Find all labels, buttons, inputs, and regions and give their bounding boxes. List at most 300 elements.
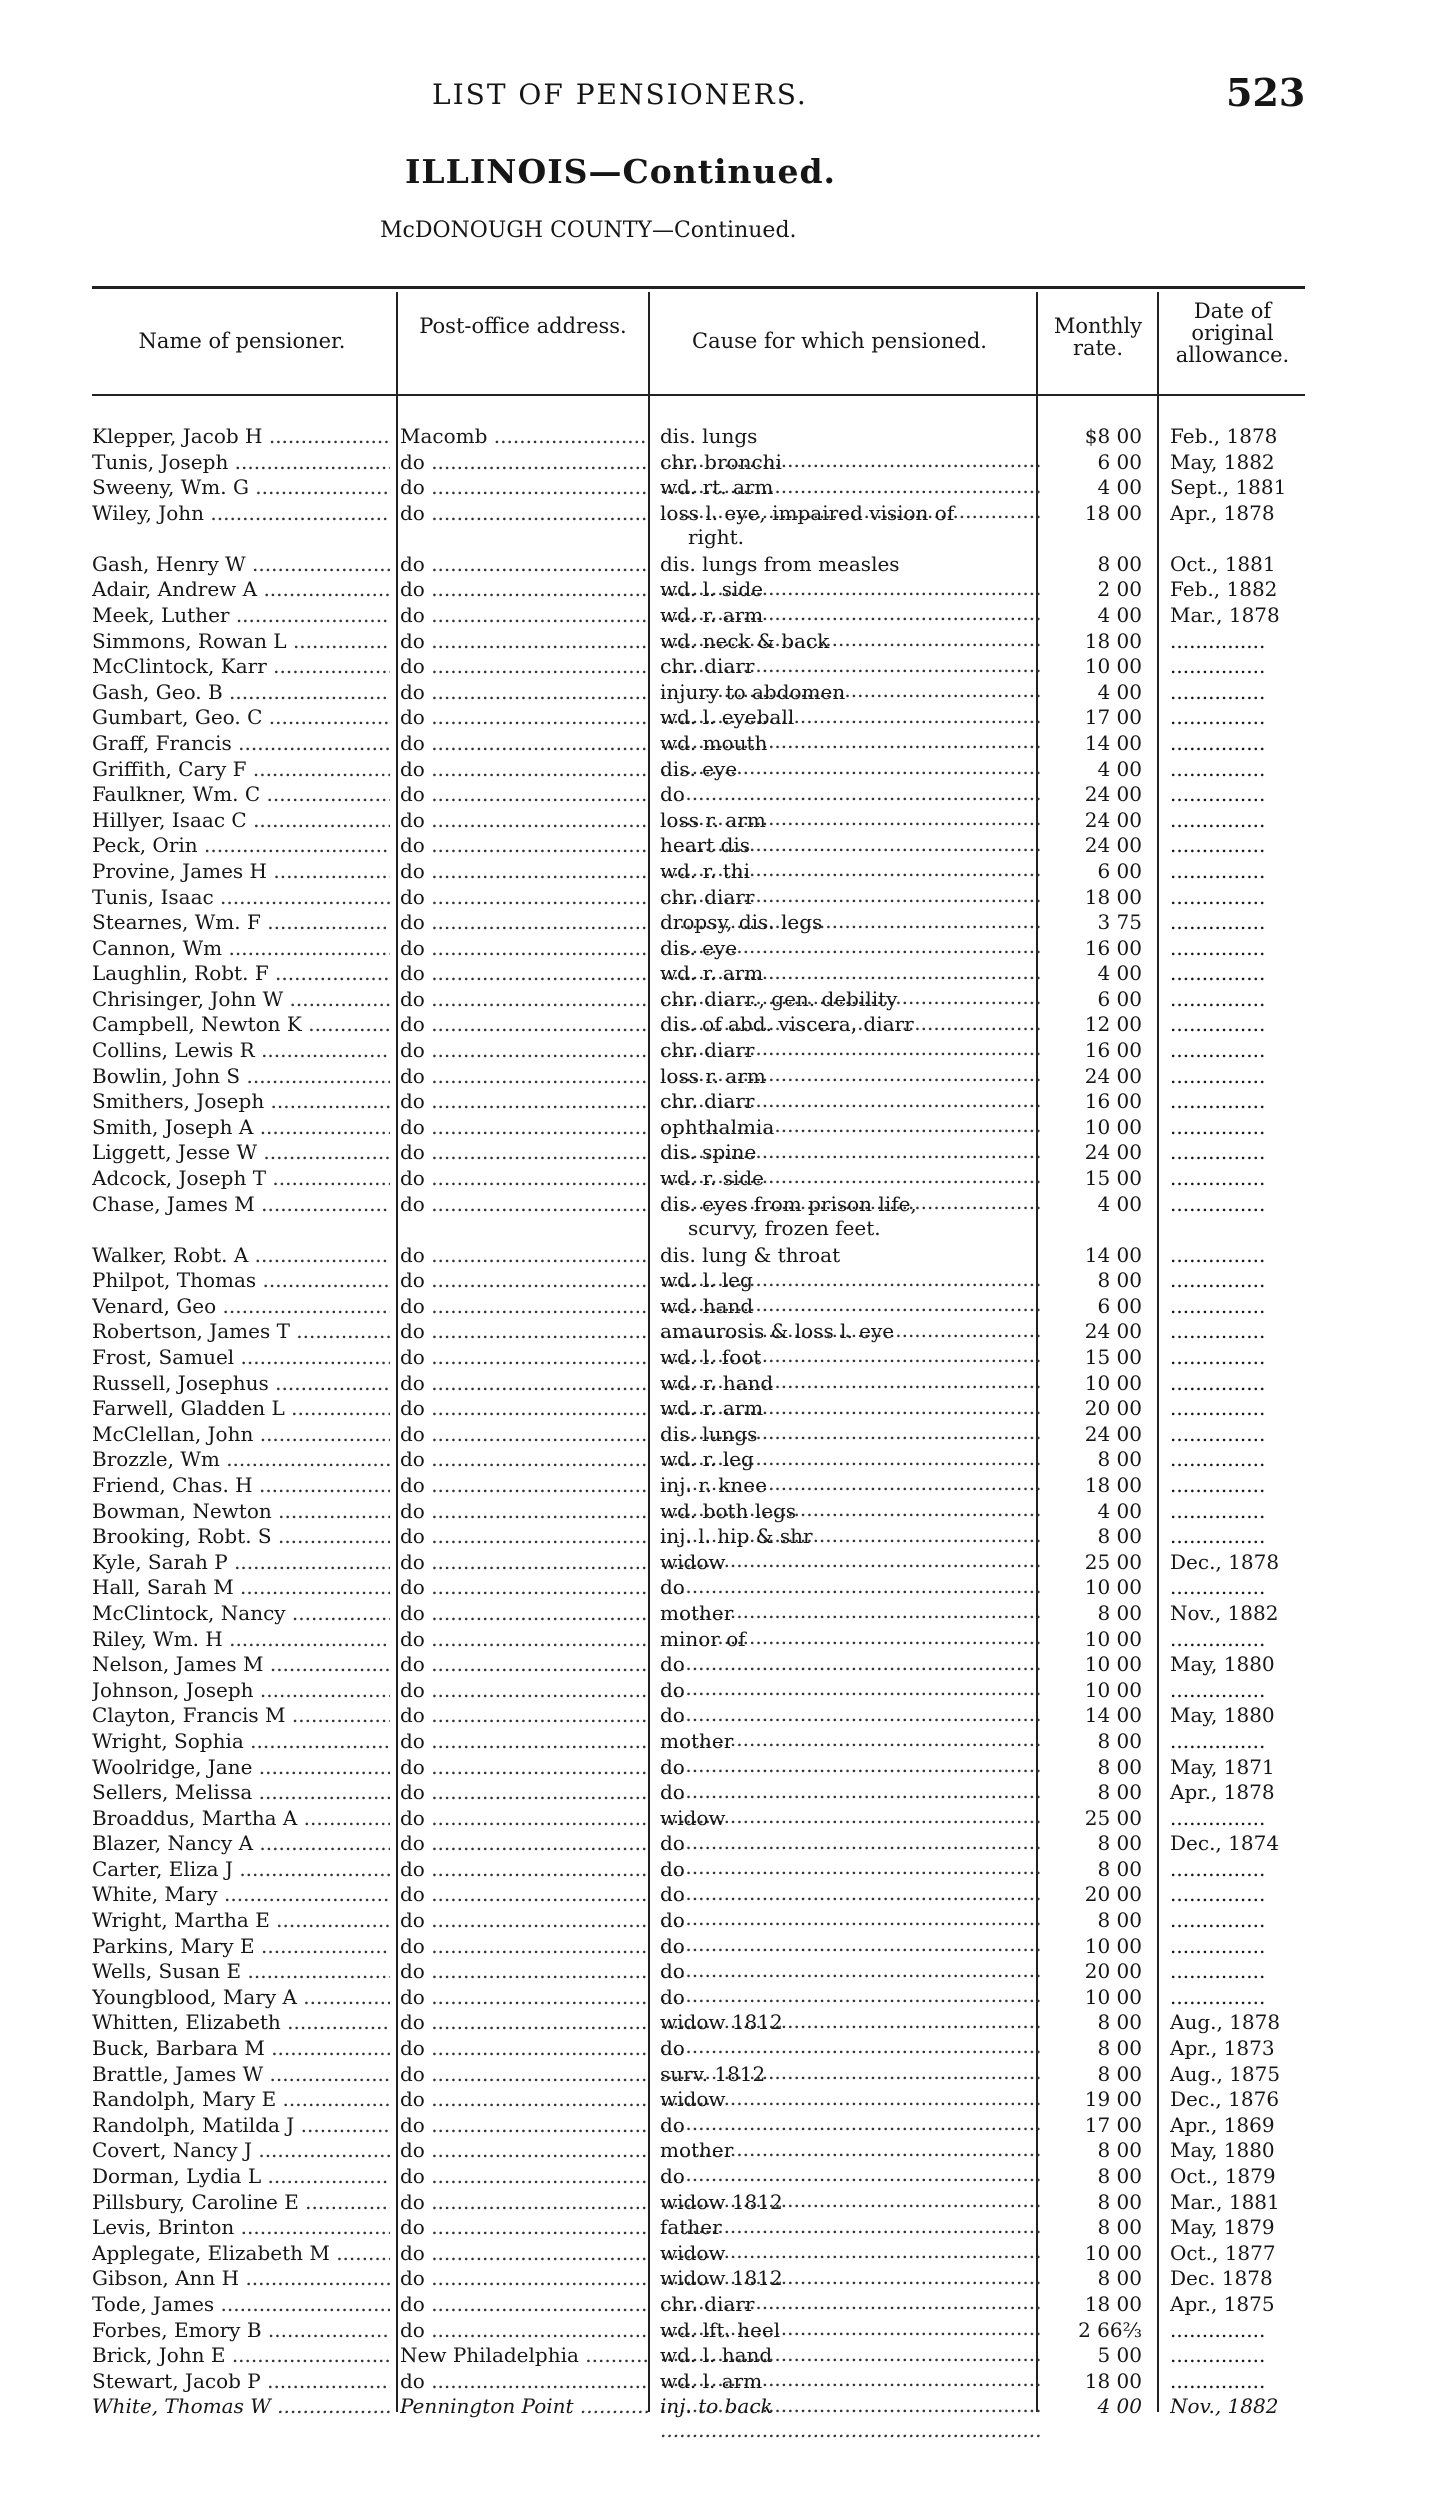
monthly-rate (1052, 2394, 1142, 2418)
monthly-rate-text: 8 00 (1097, 2061, 1142, 2086)
post-office-text: do ..... (400, 782, 648, 806)
monthly-rate (1052, 1294, 1142, 1318)
allowance-date (1170, 2241, 1302, 2265)
allowance-date-text: Apr., 1869 (1170, 2112, 1275, 2137)
table-row (0, 2318, 1455, 2344)
monthly-rate-text: 4 00 (1097, 756, 1142, 781)
pension-cause-text: dis. eyes from prison life, (660, 1191, 917, 1216)
table-row (0, 1064, 1455, 1090)
allowance-date (1170, 936, 1302, 960)
allowance-date-text: ............... (1170, 1856, 1266, 1881)
allowance-date-text: Sept., 1881 (1170, 475, 1287, 500)
post-office (400, 2190, 648, 2214)
allowance-date-text: Apr., 1878 (1170, 1780, 1275, 1805)
table-row (0, 2036, 1455, 2062)
post-office (400, 450, 648, 474)
monthly-rate (1052, 2369, 1142, 2393)
post-office-text: do ..... (400, 2087, 648, 2111)
post-office-text: do ..... (400, 654, 648, 678)
allowance-date (1170, 2062, 1302, 2086)
monthly-rate (1052, 1447, 1142, 1471)
allowance-date-text: ............... (1170, 1626, 1266, 1651)
table-row (0, 2292, 1455, 2318)
table-row (0, 2266, 1455, 2292)
allowance-date (1170, 1473, 1302, 1497)
post-office (400, 859, 648, 883)
monthly-rate-text: 8 00 (1097, 1831, 1142, 1856)
monthly-rate-text: 4 00 (1097, 1498, 1142, 1523)
pension-cause-text: do ..... (660, 1959, 1040, 2007)
pension-cause-text: dis. spine ..... (660, 1140, 1040, 1188)
post-office (400, 552, 648, 576)
pension-cause-text: dis. lungs from measles ..... (660, 552, 1040, 600)
post-office (400, 1806, 648, 1830)
pension-cause-text: inj. to back ..... (660, 2394, 1040, 2442)
pensioner-name (92, 1882, 390, 1906)
monthly-rate-text: 8 00 (1097, 1754, 1142, 1779)
pensioner-name (92, 450, 390, 474)
allowance-date-text: Apr., 1875 (1170, 2291, 1275, 2316)
post-office-text: do ..... (400, 2190, 648, 2214)
post-office-text: do ..... (400, 1012, 648, 1036)
post-office-text: do ..... (400, 1371, 648, 1395)
table-row (0, 961, 1455, 987)
allowance-date (1170, 885, 1302, 909)
allowance-date-text: ............... (1170, 2343, 1266, 2368)
post-office-text: do ..... (400, 1550, 648, 1574)
pension-cause-text: chr. diarr ..... (660, 2292, 1040, 2340)
pension-cause-text: wd. l. eyeball ..... (660, 705, 1040, 753)
monthly-rate (1052, 629, 1142, 653)
pension-cause-text: dis. eye ..... (660, 757, 1040, 805)
allowance-date (1170, 2369, 1302, 2393)
monthly-rate (1052, 1319, 1142, 1343)
pension-cause-text: father ..... (660, 2215, 1040, 2263)
table-row (0, 1499, 1455, 1525)
pension-cause-text: wd. l. leg ..... (660, 1268, 1040, 1316)
pensioner-name (92, 2164, 390, 2188)
pension-cause-text: do ..... (660, 782, 1040, 830)
pensioner-name-text: Forbes, Emory B ..... (92, 2318, 390, 2342)
post-office-text: do ..... (400, 2138, 648, 2162)
allowance-date (1170, 1012, 1302, 1036)
pensioner-name-text: Whitten, Elizabeth ..... (92, 2010, 390, 2034)
pensioner-name (92, 1780, 390, 1804)
monthly-rate (1052, 1064, 1142, 1088)
pension-cause-text: do ..... (660, 1882, 1040, 1930)
pensioner-name (92, 654, 390, 678)
monthly-rate (1052, 1806, 1142, 1830)
allowance-date (1170, 475, 1302, 499)
monthly-rate-text: 14 00 (1084, 730, 1142, 755)
allowance-date (1170, 1857, 1302, 1881)
post-office (400, 475, 648, 499)
allowance-date-text: ............... (1170, 1114, 1266, 1139)
allowance-date (1170, 2343, 1302, 2367)
allowance-date (1170, 2036, 1302, 2060)
post-office-text: do ..... (400, 1396, 648, 1420)
pensioner-name (92, 1243, 390, 1267)
post-office (400, 501, 648, 525)
allowance-date-text: Apr., 1873 (1170, 2036, 1275, 2061)
pension-cause-text: do ..... (660, 1985, 1040, 2033)
pension-cause-text: wd. l. side ..... (660, 577, 1040, 625)
table-row (0, 1601, 1455, 1627)
pensioner-name (92, 475, 390, 499)
allowance-date-text: ............... (1170, 858, 1266, 883)
pensioner-name-text: Youngblood, Mary A ..... (92, 1985, 390, 2009)
post-office-text: do ..... (400, 910, 648, 934)
pensioner-name-text: Laughlin, Robt. F ..... (92, 961, 390, 985)
allowance-date-text: Oct., 1879 (1170, 2164, 1276, 2188)
pension-cause-text: wd. l. foot ..... (660, 1345, 1040, 1393)
allowance-date-text: Dec. 1878 (1170, 2266, 1273, 2291)
post-office-text: do ..... (400, 1934, 648, 1958)
table-row (0, 936, 1455, 962)
pensioner-name (92, 1550, 390, 1574)
pensioner-name-text: Griffith, Cary F ..... (92, 757, 390, 781)
table-row (0, 731, 1455, 757)
post-office (400, 1857, 648, 1881)
allowance-date (1170, 2164, 1302, 2188)
allowance-date-text: ............... (1170, 705, 1266, 730)
table-row (0, 1243, 1455, 1269)
post-office (400, 2062, 648, 2086)
table-row (0, 2113, 1455, 2139)
monthly-rate (1052, 1755, 1142, 1779)
pensioner-name-text: Applegate, Elizabeth M ..... (92, 2241, 390, 2265)
allowance-date (1170, 2113, 1302, 2137)
monthly-rate-text: 10 00 (1084, 1933, 1142, 1958)
pensioner-name-text: Randolph, Matilda J ..... (92, 2113, 390, 2137)
monthly-rate (1052, 2343, 1142, 2367)
monthly-rate-text: $8 00 (1084, 424, 1142, 448)
post-office (400, 2241, 648, 2265)
post-office-text: Pennington Point ..... (400, 2394, 648, 2418)
pensioner-name-text: McClellan, John ..... (92, 1422, 390, 1446)
pension-cause-text: chr. diarr ..... (660, 885, 1040, 933)
allowance-date (1170, 552, 1302, 576)
pensioner-name (92, 2087, 390, 2111)
post-office (400, 1703, 648, 1727)
pensioner-name-text: Randolph, Mary E ..... (92, 2087, 390, 2111)
monthly-rate-text: 16 00 (1084, 1089, 1142, 1114)
pensioner-name (92, 1345, 390, 1369)
allowance-date-text: ............... (1170, 1933, 1266, 1958)
table-row (0, 1422, 1455, 1448)
monthly-rate (1052, 1166, 1142, 1190)
post-office-text: do ..... (400, 1755, 648, 1779)
pensioner-name (92, 2036, 390, 2060)
post-office-text: do ..... (400, 1882, 648, 1906)
post-office-text: do ..... (400, 1831, 648, 1855)
allowance-date-text: Aug., 1875 (1170, 2061, 1281, 2086)
allowance-date-text: ............... (1170, 807, 1266, 832)
allowance-date (1170, 731, 1302, 755)
post-office (400, 654, 648, 678)
monthly-rate (1052, 757, 1142, 781)
monthly-rate-text: 8 00 (1097, 1856, 1142, 1881)
monthly-rate (1052, 961, 1142, 985)
pension-cause-text: wd. r. hand ..... (660, 1371, 1040, 1419)
monthly-rate-text: 8 00 (1097, 2164, 1142, 2188)
post-office (400, 1012, 648, 1036)
allowance-date-text: Aug., 1878 (1170, 2010, 1281, 2035)
pensioner-name-text: Adair, Andrew A ..... (92, 577, 390, 601)
table-row (0, 1012, 1455, 1038)
table-row (0, 808, 1455, 834)
pensioner-name (92, 629, 390, 653)
post-office (400, 2394, 648, 2418)
post-office (400, 1192, 648, 1216)
monthly-rate-text: 8 00 (1097, 1780, 1142, 1805)
post-office (400, 936, 648, 960)
post-office (400, 910, 648, 934)
monthly-rate-text: 4 00 (1097, 2394, 1142, 2419)
post-office-text: do ..... (400, 2241, 648, 2265)
table-row (0, 1729, 1455, 1755)
post-office-text: do ..... (400, 1115, 648, 1139)
pension-cause-text: dis. lungs ..... (660, 1422, 1040, 1470)
allowance-date (1170, 2318, 1302, 2342)
allowance-date (1170, 1115, 1302, 1139)
monthly-rate (1052, 2318, 1142, 2342)
pension-cause-text: do ..... (660, 1857, 1040, 1905)
pensioner-name (92, 1064, 390, 1088)
monthly-rate-text: 8 00 (1097, 2010, 1142, 2035)
pension-cause-text: dis. lungs ..... (660, 424, 1040, 472)
monthly-rate (1052, 2138, 1142, 2162)
pension-cause-text: wd. r. thi ..... (660, 859, 1040, 907)
allowance-date-text: ............... (1170, 2368, 1266, 2393)
pensioner-name (92, 1166, 390, 1190)
pension-cause-text: wd. r. leg ..... (660, 1447, 1040, 1495)
pension-cause-text: widow 1812 ..... (660, 2190, 1040, 2238)
monthly-rate (1052, 2113, 1142, 2137)
monthly-rate (1052, 2241, 1142, 2265)
table-row (0, 1857, 1455, 1883)
pension-cause-text: chr. diarr., gen. debility ..... (660, 987, 1040, 1035)
table-row (0, 1396, 1455, 1422)
allowance-date-text: ............... (1170, 654, 1266, 679)
table-row (0, 1908, 1455, 1934)
post-office-text: do ..... (400, 1447, 648, 1471)
pensioner-name (92, 757, 390, 781)
post-office-text: do ..... (400, 2113, 648, 2137)
post-office (400, 1499, 648, 1523)
pension-cause-text: ophthalmia ..... (660, 1115, 1040, 1163)
monthly-rate (1052, 1703, 1142, 1727)
allowance-date-text: ............... (1170, 679, 1266, 704)
table-row (0, 1678, 1455, 1704)
table-row (0, 450, 1455, 476)
pension-cause-text: loss r. arm ..... (660, 1064, 1040, 1112)
monthly-rate-text: 6 00 (1097, 449, 1142, 474)
table-row (0, 1166, 1455, 1192)
pensioner-name (92, 2190, 390, 2214)
pension-cause-text: chr. diarr ..... (660, 1038, 1040, 1086)
monthly-rate (1052, 1627, 1142, 1651)
pensioner-name (92, 1192, 390, 1216)
header-post-office: Post-office address. (419, 314, 627, 338)
allowance-date (1170, 987, 1302, 1011)
pensioner-name (92, 885, 390, 909)
pension-cause-text: inj. r. knee ..... (660, 1473, 1040, 1521)
pensioner-name-text: Clayton, Francis M ..... (92, 1703, 390, 1727)
pensioner-name (92, 1499, 390, 1523)
post-office-text: do ..... (400, 859, 648, 883)
post-office (400, 2369, 648, 2393)
pensioner-name-text: Carter, Eliza J ..... (92, 1857, 390, 1881)
pension-cause-text: chr. diarr ..... (660, 654, 1040, 702)
pensioner-name-text: Gibson, Ann H ..... (92, 2266, 390, 2290)
monthly-rate (1052, 987, 1142, 1011)
post-office (400, 577, 648, 601)
pension-cause-text: inj. l. hip & shr ..... (660, 1524, 1040, 1572)
pensioner-name (92, 987, 390, 1011)
pensioner-name (92, 859, 390, 883)
pensioner-table-body (0, 424, 1455, 2420)
allowance-date (1170, 1166, 1302, 1190)
post-office-text: do ..... (400, 1166, 648, 1190)
post-office (400, 1524, 648, 1548)
monthly-rate-text: 18 00 (1084, 2368, 1142, 2393)
pension-cause-text: heart dis ..... (660, 833, 1040, 881)
monthly-rate (1052, 1882, 1142, 1906)
post-office-text: do ..... (400, 1780, 648, 1804)
monthly-rate (1052, 1831, 1142, 1855)
pension-cause-text: widow ..... (660, 1550, 1040, 1598)
allowance-date (1170, 2292, 1302, 2316)
monthly-rate-text: 6 00 (1097, 1293, 1142, 1318)
pensioner-name (92, 1934, 390, 1958)
post-office (400, 1755, 648, 1779)
table-row (0, 757, 1455, 783)
pensioner-name-text: Klepper, Jacob H ..... (92, 424, 390, 448)
post-office (400, 1140, 648, 1164)
monthly-rate-text: 25 00 (1084, 1805, 1142, 1830)
monthly-rate (1052, 1345, 1142, 1369)
post-office (400, 833, 648, 857)
allowance-date-text: ............... (1170, 1370, 1266, 1395)
allowance-date (1170, 1524, 1302, 1548)
allowance-date-text: ............... (1170, 1447, 1266, 1472)
allowance-date (1170, 1755, 1302, 1779)
allowance-date-text: May, 1871 (1170, 1754, 1275, 1779)
pensioner-name-text: Brick, John E ..... (92, 2343, 390, 2367)
table-row (0, 2241, 1455, 2267)
pensioner-name (92, 1755, 390, 1779)
monthly-rate (1052, 2190, 1142, 2214)
pension-cause-text: widow ..... (660, 2087, 1040, 2135)
monthly-rate-text: 8 00 (1097, 551, 1142, 576)
table-row (0, 424, 1455, 450)
table-row (0, 1089, 1455, 1115)
pensioner-name-text: Tunis, Isaac ..... (92, 885, 390, 909)
pensioner-name (92, 2369, 390, 2393)
monthly-rate (1052, 552, 1142, 576)
post-office (400, 629, 648, 653)
running-title: LIST OF PENSIONERS. (432, 78, 808, 111)
monthly-rate (1052, 1268, 1142, 1292)
post-office-text: do ..... (400, 1959, 648, 1983)
post-office (400, 1371, 648, 1395)
monthly-rate (1052, 808, 1142, 832)
pensioner-name (92, 731, 390, 755)
table-row (0, 1806, 1455, 1832)
monthly-rate (1052, 1371, 1142, 1395)
table-row (0, 2369, 1455, 2395)
monthly-rate-text: 10 00 (1084, 1114, 1142, 1139)
pension-cause-text: wd. neck & back ..... (660, 629, 1040, 677)
pensioner-name-text: Buck, Barbara M ..... (92, 2036, 390, 2060)
post-office-text: do ..... (400, 1089, 648, 1113)
pension-cause-text: chr. bronchi ..... (660, 450, 1040, 498)
allowance-date (1170, 1192, 1302, 1216)
allowance-date-text: ............... (1170, 1984, 1266, 2009)
table-row (0, 680, 1455, 706)
pensioner-name (92, 603, 390, 627)
pension-cause-text: mother ..... (660, 2138, 1040, 2186)
allowance-date (1170, 1934, 1302, 1958)
allowance-date (1170, 1447, 1302, 1471)
monthly-rate (1052, 1601, 1142, 1625)
monthly-rate-text: 2 00 (1097, 577, 1142, 602)
post-office (400, 1959, 648, 1983)
post-office-text: do ..... (400, 1601, 648, 1625)
monthly-rate-text: 6 00 (1097, 986, 1142, 1011)
monthly-rate (1052, 2010, 1142, 2034)
post-office-text: do ..... (400, 731, 648, 755)
allowance-date-text: May, 1880 (1170, 1652, 1275, 1677)
allowance-date (1170, 2087, 1302, 2111)
monthly-rate-text: 16 00 (1084, 935, 1142, 960)
allowance-date-text: May, 1882 (1170, 449, 1275, 474)
pensioner-name-text: Simmons, Rowan L ..... (92, 629, 390, 653)
monthly-rate (1052, 1012, 1142, 1036)
allowance-date-text: Apr., 1878 (1170, 500, 1275, 525)
post-office-text: do ..... (400, 1703, 648, 1727)
allowance-date (1170, 1780, 1302, 1804)
pensioner-name (92, 936, 390, 960)
pension-cause-text: widow ..... (660, 2241, 1040, 2289)
post-office-text: do ..... (400, 705, 648, 729)
pension-cause-text: dis. lung & throat ..... (660, 1243, 1040, 1291)
table-row (0, 1959, 1455, 1985)
monthly-rate-text: 8 00 (1097, 2138, 1142, 2163)
allowance-date (1170, 1268, 1302, 1292)
pensioner-name (92, 1908, 390, 1932)
table-row (0, 2190, 1455, 2216)
pensioner-name (92, 2266, 390, 2290)
pension-cause-text: wd. both legs ..... (660, 1499, 1040, 1547)
monthly-rate (1052, 2266, 1142, 2290)
monthly-rate (1052, 1524, 1142, 1548)
pensioner-name (92, 833, 390, 857)
pensioner-name-text: Graff, Francis ..... (92, 731, 390, 755)
allowance-date-text: Dec., 1874 (1170, 1831, 1280, 1856)
monthly-rate (1052, 1959, 1142, 1983)
monthly-rate-text: 4 00 (1097, 961, 1142, 986)
allowance-date-text: ............... (1170, 1191, 1266, 1216)
allowance-date-text: Mar., 1878 (1170, 602, 1280, 627)
allowance-date (1170, 1806, 1302, 1830)
pensioner-name (92, 1652, 390, 1676)
pension-cause-text: wd. r. arm ..... (660, 603, 1040, 651)
table-row (0, 1652, 1455, 1678)
allowance-date-text: Oct., 1881 (1170, 551, 1276, 576)
post-office (400, 1780, 648, 1804)
